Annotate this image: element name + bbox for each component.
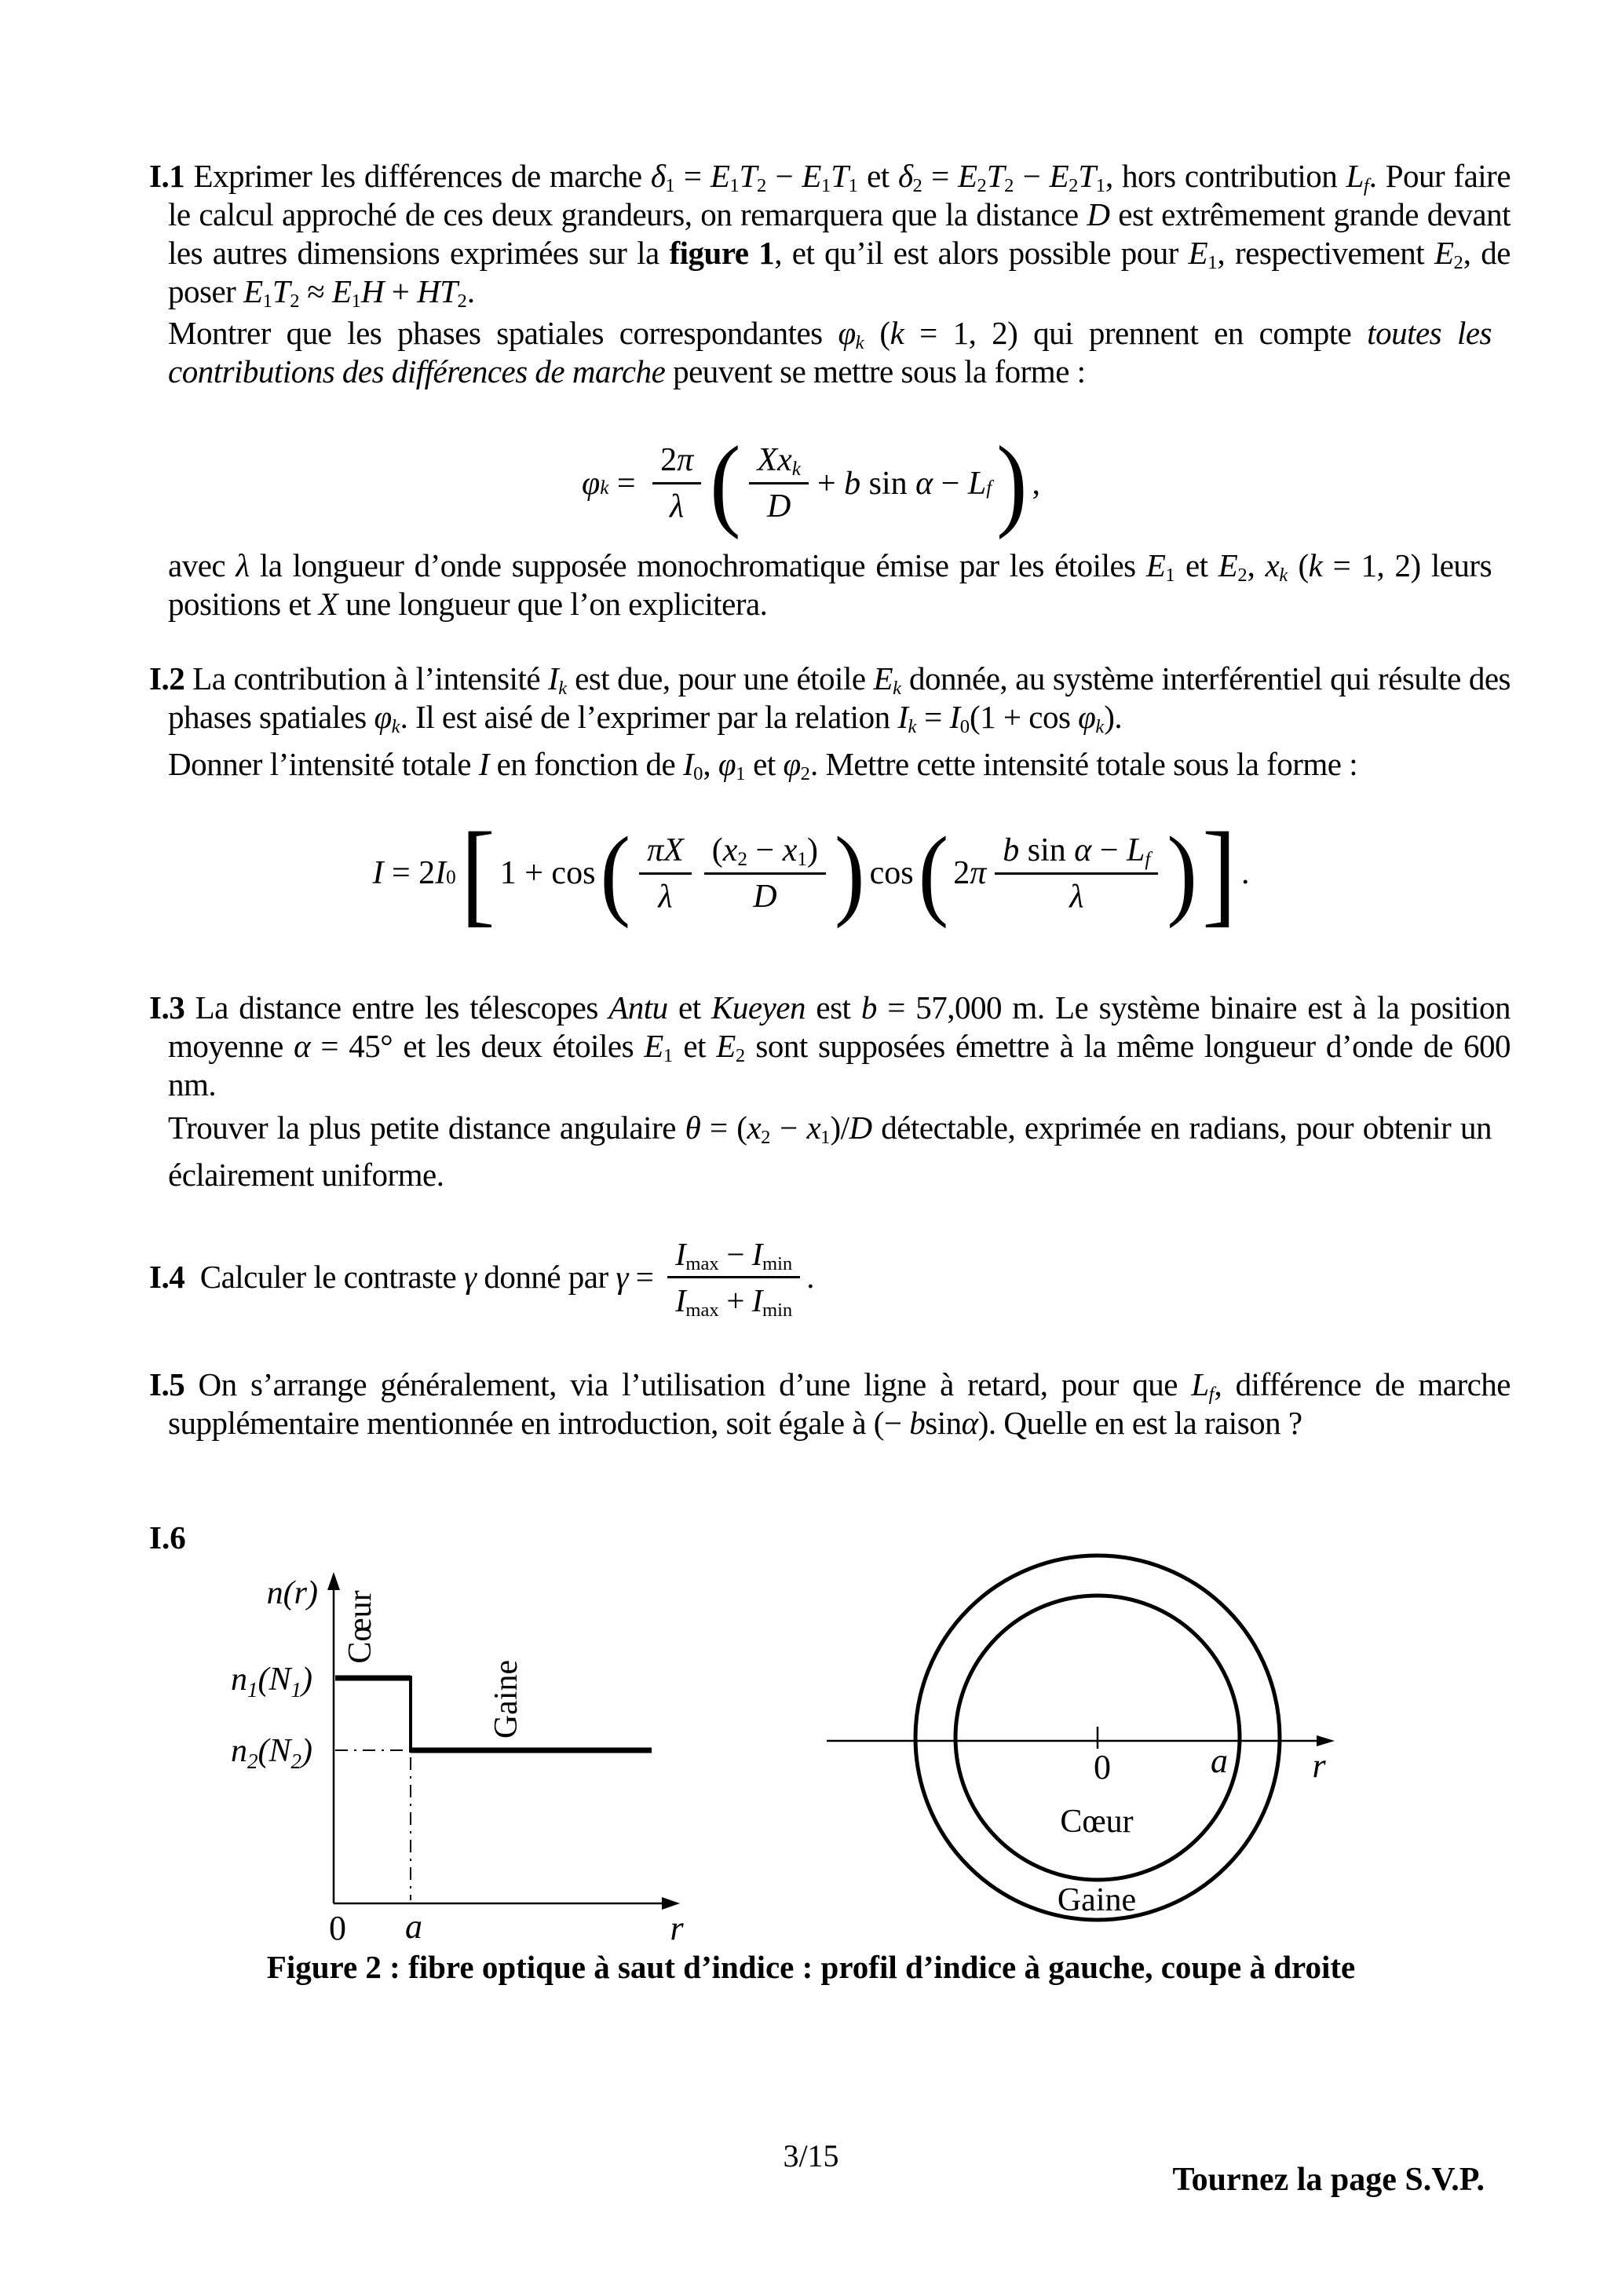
formula-phi [0,425,1622,541]
cos-label: cos [869,855,914,891]
turn-page-notice: Tournez la page S.V.P. [1172,2162,1485,2198]
fraction-denominator: Imax + Imin [675,1281,793,1321]
profile-n2-label: $n_2(N_2)$ [231,1733,312,1773]
fraction-numerator: b sin α − Lf [995,832,1158,875]
figure-2 [0,1523,1622,1947]
profile-n1-label: $n_1(N_1)$ [231,1662,312,1702]
open-paren: ( [918,817,949,930]
question-I3-paragraph-2: Trouver la plus petite distance angulaire θ = (x2 − x1)/D détectable, exprimée en radians, pour obtenir un éclairement uniforme. [168,1110,1492,1193]
fraction-2pi-lambda [652,441,701,525]
question-I4-row [149,1235,814,1321]
profile-ylabel: n(r) [266,1575,318,1611]
formula-phi-lhs: φ k = [581,465,645,502]
two-pi: 2 π [953,855,987,891]
cross-core-label: Cœur [1060,1804,1134,1840]
fraction-denominator: D [767,488,791,525]
profile-core-label: Cœur [342,1590,378,1664]
question-I3-paragraph-1: I.3 La distance entre les télescopes Antu et Kueyen est b = 57,000 m. Le système binaire est à la position moyenne α = 45° et les deux étoiles E1 et E2 sont supposées émettre à la même longueur d’onde de 600 nm. [149,989,1511,1102]
open-paren: ( [710,425,741,541]
formula-intensity [0,807,1622,938]
formula-intensity-period: . [1241,855,1250,891]
question-I2-paragraph-2: Donner l’intensité totale I en fonction de I0, φ1 et φ2. Mettre cette intensité totale sous la forme : [168,746,1358,784]
close-paren: ) [834,817,865,930]
question-I1-paragraph-2: Montrer que les phases spatiales correspondantes φk (k = 1, 2) qui prennent en compte toutes les contributions des différences de marche peuvent se mettre sous la forme : [168,315,1492,389]
fraction-numerator: Imax − Imin [667,1235,800,1278]
fraction-bsin-lambda [995,832,1158,916]
question-I4-period: . [806,1259,814,1295]
cross-xlabel: r [1312,1746,1326,1785]
question-I1-paragraph-avec: avec λ la longueur d’onde supposée monochromatique émise par les étoiles E1 et E2, xk (k = 1, 2) leurs positions et X une longueur que l’on explicitera. [168,547,1492,622]
formula-phi-comma: , [1032,465,1041,502]
fraction-denominator: λ [670,488,685,525]
profile-origin-label: 0 [329,1909,346,1947]
question-I5-paragraph: I.5 On s’arrange généralement, via l’utilisation d’une ligne à retard, pour que Lf, différence de marche supplémentaire mentionnée en introduction, soit égale à (− bsinα). Quelle en est la raison ? [149,1366,1511,1441]
one-plus-cos: 1 + cos [499,855,596,891]
fraction-denominator: λ [1069,878,1084,915]
page-number: 3/15 [783,2138,839,2174]
question-I2-paragraph-1: I.2 La contribution à l’intensité Ik est due, pour une étoile Ek donnée, au système interférentiel qui résulte des phases spatiales φk. Il est aisé de l’exprimer par la relation Ik = I0(1 + cos φk). [149,660,1511,737]
fraction-x2-x1-D [704,832,826,916]
figure-2-caption: Figure 2 : fibre optique à saut d’indice : profil d’indice à gauche, coupe à droite [266,1949,1356,1985]
open-paren: ( [600,817,631,930]
cross-r-axis-arrow-icon [1317,1735,1335,1746]
fraction-denominator: D [753,878,777,915]
fraction-contrast [667,1235,800,1319]
profile-clad-label: Gaine [488,1659,524,1739]
close-paren: ) [996,425,1028,541]
question-I4-text: I.4 Calculer le contraste γ donné par γ = [149,1259,662,1295]
close-paren: ) [1167,817,1198,930]
profile-a-label: a [405,1907,422,1946]
fraction-numerator: (x2 − x1) [704,832,826,875]
fraction-Xxk-D [749,441,809,525]
cross-a-label: a [1211,1742,1228,1780]
formula-phi-tail: + b sin α − L f [816,465,992,502]
question-I6-label: I.6 [149,1519,186,1556]
profile-x-axis-arrow-icon [662,1897,680,1910]
fraction-piX-lambda [639,832,692,916]
question-I1-paragraph-1: I.1 Exprimer les différences de marche δ1 = E1T2 − E1T1 et δ2 = E2T2 − E2T1, hors contribution Lf. Pour faire le calcul approché de ces deux grandeurs, on remarquera que la distance D est extrêmement grande devant les autres dimensions exprimées sur la figure 1, et qu’il est alors possible pour E1, respectivement E2, de poser E1T2 ≈ E1H + HT2. [149,158,1511,312]
cross-origin-label: 0 [1094,1748,1111,1786]
profile-xlabel: r [670,1909,684,1947]
cross-clad-label: Gaine [1057,1882,1137,1918]
profile-y-axis-arrow-icon [327,1572,340,1590]
close-bracket: ] [1202,807,1237,938]
open-bracket: [ [460,807,495,938]
fraction-numerator: 2π [652,441,701,484]
fraction-numerator: πX [639,832,692,875]
fraction-denominator: λ [658,878,673,915]
formula-intensity-lhs: I = 2 I 0 [372,855,456,891]
fraction-numerator: Xxk [749,441,809,484]
